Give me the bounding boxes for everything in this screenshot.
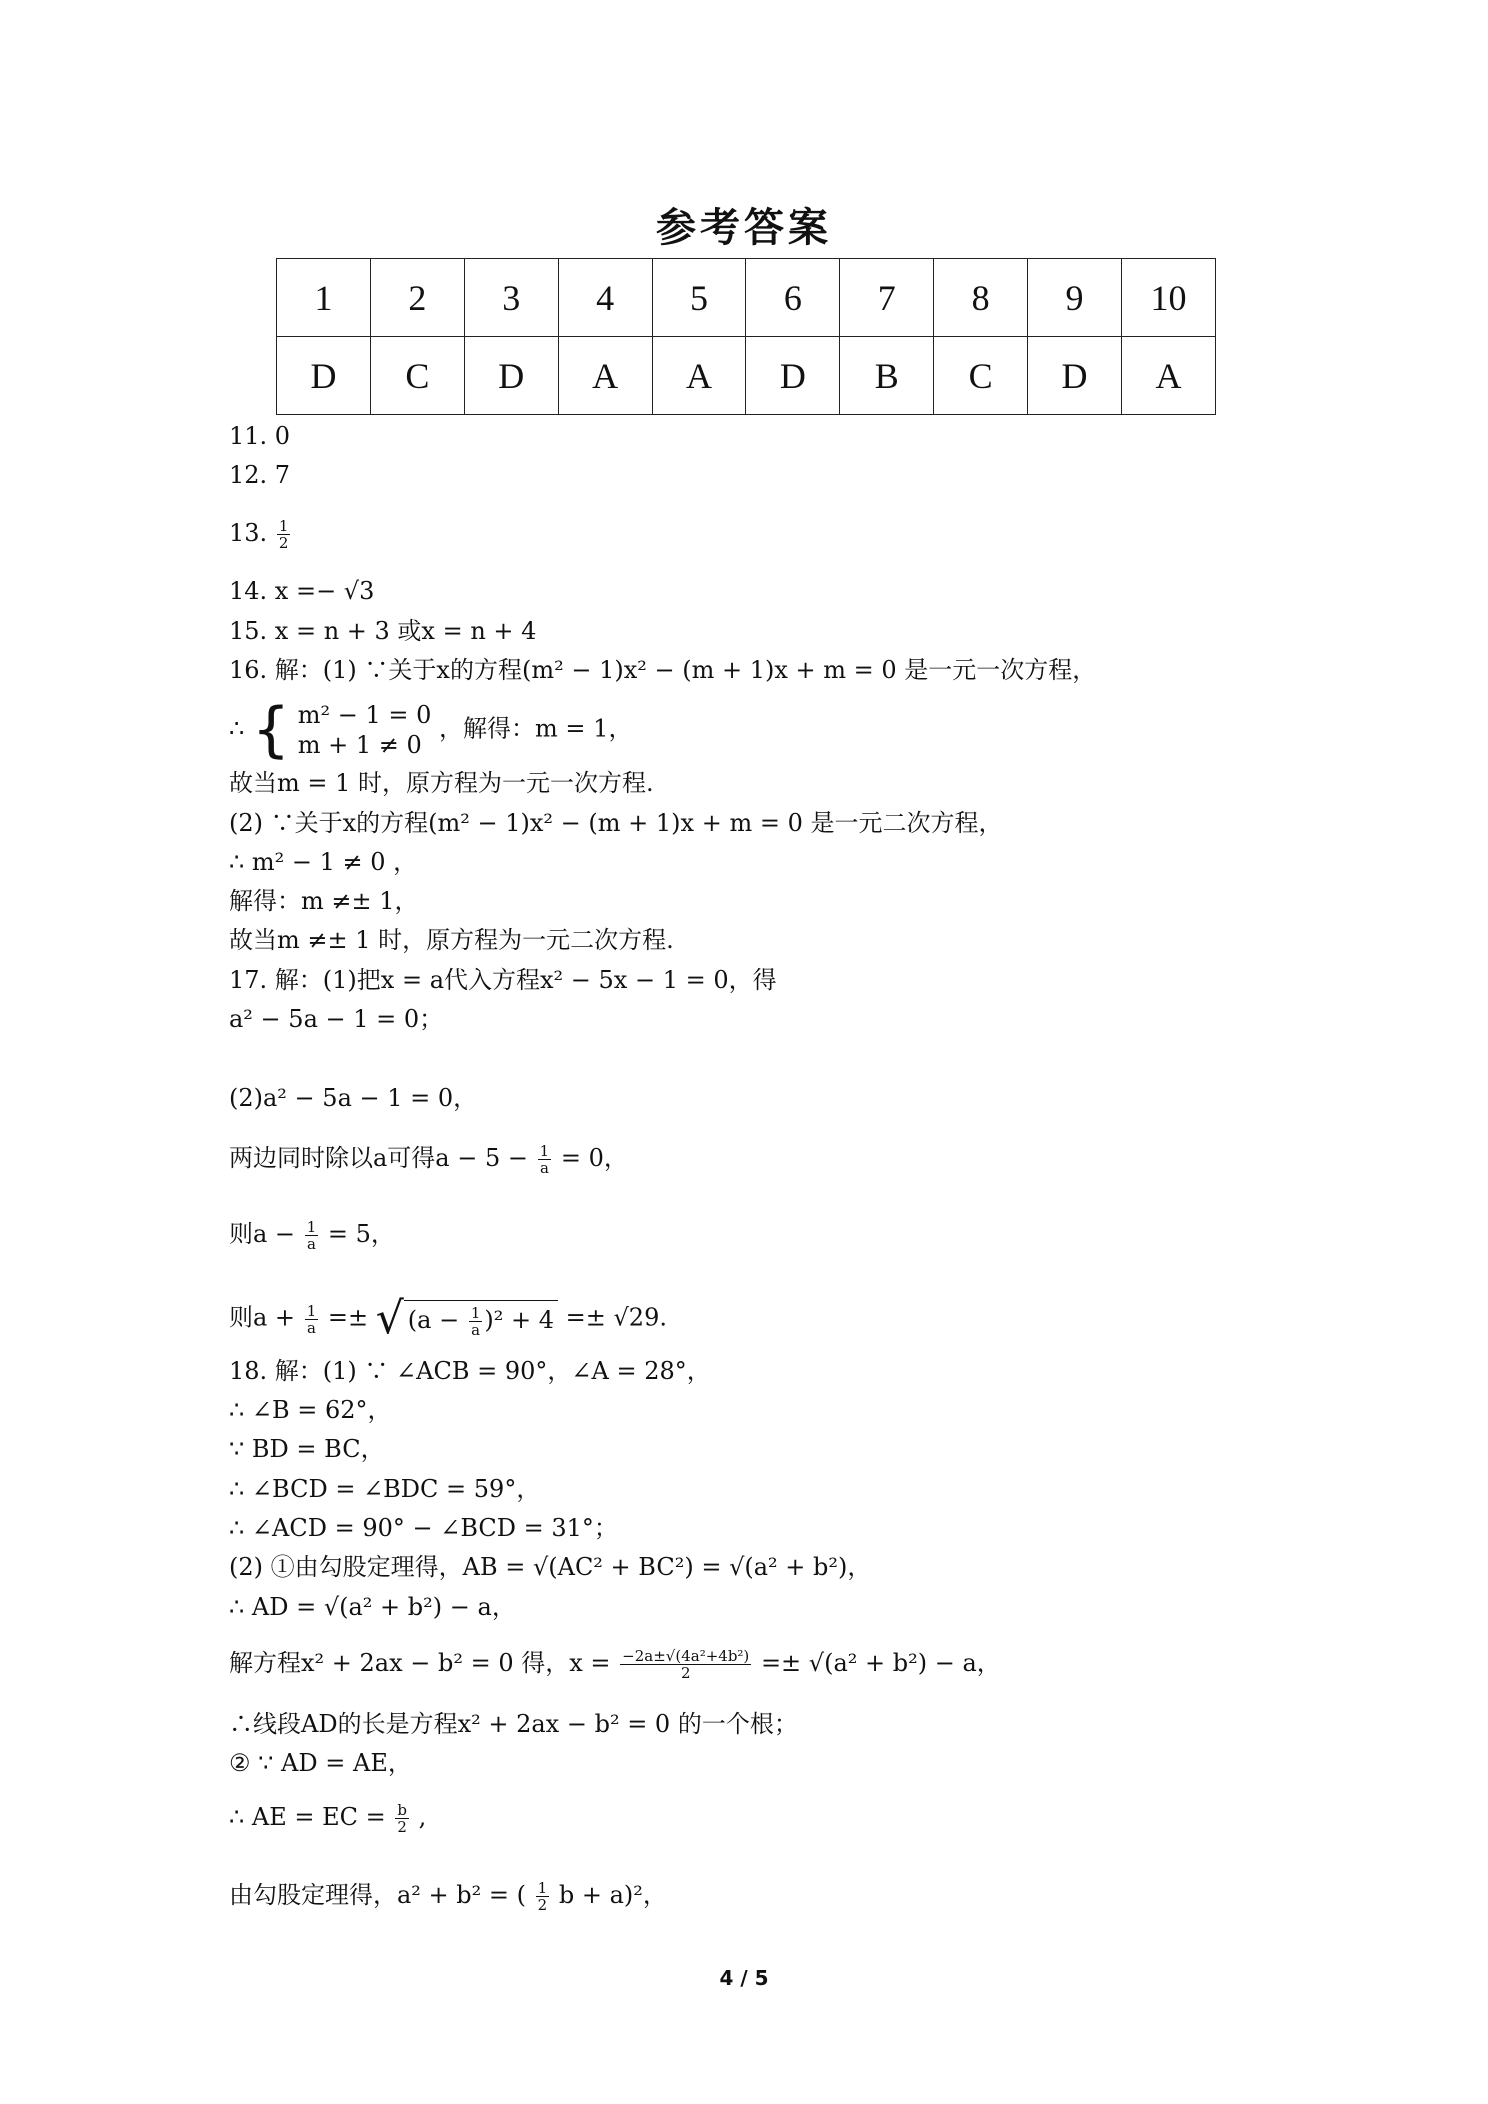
fraction-denominator: 2 xyxy=(680,1664,691,1682)
q16-system-line xyxy=(229,695,633,765)
table-cell: 1 xyxy=(277,259,371,337)
q17-line-4 xyxy=(229,1143,628,1176)
table-cell: 2 xyxy=(370,259,464,337)
fraction xyxy=(538,1143,552,1176)
table-cell: 4 xyxy=(558,259,652,337)
table-cell: C xyxy=(934,337,1028,415)
q17-line-6-tail: =± √29. xyxy=(565,1303,667,1332)
table-cell: 8 xyxy=(934,259,1028,337)
q18-line-12-text: 由勾股定理得，a² + b² = ( xyxy=(229,1881,527,1909)
fraction xyxy=(620,1648,751,1681)
fraction-numerator: 1 xyxy=(537,1879,548,1897)
fraction-denominator: a xyxy=(471,1321,481,1339)
fraction-denominator: 2 xyxy=(537,1896,548,1914)
q18-line-1: 18. 解：(1) ∵ ∠ACB = 90°，∠A = 28°， xyxy=(229,1357,711,1385)
system-eq-1: m² − 1 = 0 xyxy=(297,701,432,729)
fraction xyxy=(395,1802,409,1835)
table-cell: A xyxy=(558,337,652,415)
fraction-denominator: a xyxy=(539,1159,549,1177)
fraction xyxy=(305,1219,319,1252)
table-cell: 5 xyxy=(652,259,746,337)
q18-line-11-tail: , xyxy=(418,1803,427,1831)
q17-line-5-tail: = 5， xyxy=(327,1220,395,1248)
radicand-post: )² + 4 xyxy=(484,1306,555,1334)
fraction-numerator: 1 xyxy=(539,1142,550,1160)
table-cell: 3 xyxy=(464,259,558,337)
fraction-numerator: 1 xyxy=(278,517,289,535)
answer-14: 14. x =− √3 xyxy=(229,577,375,605)
q16-line-5: ∴ m² − 1 ≠ 0 ， xyxy=(229,848,418,876)
q18-line-7: ∴ AD = √(a² + b²) − a， xyxy=(229,1593,516,1621)
q16-solution: ，解得：m = 1， xyxy=(439,714,633,743)
q18-line-10: ② ∵ AD = AE， xyxy=(229,1749,412,1777)
radicand xyxy=(404,1300,558,1338)
q17-line-1: 17. 解：(1)把x = a代入方程x² − 5x − 1 = 0，得 xyxy=(229,966,777,994)
q18-line-6: (2) ①由勾股定理得，AB = √(AC² + BC²) = √(a² + b²)， xyxy=(229,1553,872,1581)
table-cell: A xyxy=(652,337,746,415)
q18-line-8-tail: =± √(a² + b²) − a， xyxy=(760,1649,1001,1677)
q18-line-12 xyxy=(229,1880,667,1913)
q17-line-4-tail: = 0， xyxy=(560,1144,628,1172)
q17-line-6-mid: =± xyxy=(327,1303,369,1332)
brace-icon: { xyxy=(251,695,291,765)
fraction xyxy=(305,1303,319,1336)
q18-line-3: ∵ BD = BC， xyxy=(229,1435,385,1463)
table-row-numbers xyxy=(277,259,1216,337)
q18-line-12-tail: b + a)²， xyxy=(558,1881,667,1909)
fraction-numerator: 1 xyxy=(306,1301,317,1320)
q18-line-8-text: 解方程x² + 2ax − b² = 0 得，x = xyxy=(229,1649,611,1677)
q17-line-2: a² − 5a − 1 = 0； xyxy=(229,1005,444,1033)
fraction xyxy=(277,518,291,551)
answer-13-label: 13. xyxy=(229,519,268,547)
table-cell: D xyxy=(277,337,371,415)
fraction-numerator: −2a±√(4a²+4b²) xyxy=(622,1647,750,1665)
q16-line-4: (2) ∵关于x的方程(m² − 1)x² − (m + 1)x + m = 0 是一元二次方程， xyxy=(229,809,1003,837)
fraction-denominator: a xyxy=(306,1318,316,1337)
answer-13 xyxy=(229,518,292,551)
q17-line-6-text: 则a + xyxy=(229,1303,296,1332)
answer-table xyxy=(276,258,1216,415)
q18-line-11-text: ∴ AE = EC = xyxy=(229,1803,386,1831)
table-cell: 7 xyxy=(840,259,934,337)
table-cell: D xyxy=(464,337,558,415)
fraction-numerator: 1 xyxy=(306,1218,317,1236)
fraction-numerator: 1 xyxy=(470,1304,481,1322)
answer-12: 12. 7 xyxy=(229,461,291,489)
q18-line-4: ∴ ∠BCD = ∠BDC = 59°， xyxy=(229,1475,541,1503)
answer-15: 15. x = n + 3 或x = n + 4 xyxy=(229,617,537,645)
radicand-pre: (a − xyxy=(407,1306,460,1334)
table-row-answers xyxy=(277,337,1216,415)
fraction-denominator: 2 xyxy=(278,534,289,552)
fraction-numerator: b xyxy=(397,1801,407,1819)
fraction xyxy=(536,1880,550,1913)
q17-line-5-text: 则a − xyxy=(229,1220,296,1248)
q18-line-9: ∴线段AD的长是方程x² + 2ax − b² = 0 的一个根； xyxy=(229,1710,798,1738)
equation-system xyxy=(298,700,432,760)
answer-11: 11. 0 xyxy=(229,422,291,450)
fraction-denominator: a xyxy=(306,1235,316,1253)
q18-line-8 xyxy=(229,1648,1001,1681)
q16-line-6: 解得：m ≠± 1， xyxy=(229,887,419,915)
table-cell: C xyxy=(370,337,464,415)
q16-line-7: 故当m ≠± 1 时，原方程为一元二次方程. xyxy=(229,926,674,954)
q17-line-6 xyxy=(229,1293,667,1344)
table-cell: 6 xyxy=(746,259,840,337)
page-title: 参考答案 xyxy=(656,205,832,251)
q17-line-4-text: 两边同时除以a可得a − 5 − xyxy=(229,1144,528,1172)
table-cell: D xyxy=(746,337,840,415)
fraction-denominator: 2 xyxy=(397,1818,407,1836)
table-cell: D xyxy=(1028,337,1122,415)
fraction xyxy=(469,1305,483,1338)
table-cell: A xyxy=(1121,337,1215,415)
system-eq-2: m + 1 ≠ 0 xyxy=(297,731,422,759)
q16-line-1: 16. 解：(1) ∵关于x的方程(m² − 1)x² − (m + 1)x + m = 0 是一元一次方程， xyxy=(229,656,1097,684)
q17-line-3: (2)a² − 5a − 1 = 0， xyxy=(229,1084,478,1112)
q18-line-11 xyxy=(229,1802,426,1835)
therefore-symbol: ∴ xyxy=(229,714,245,743)
radical-icon: √ xyxy=(375,1293,404,1344)
q18-line-5: ∴ ∠ACD = 90° − ∠BCD = 31°； xyxy=(229,1514,618,1542)
table-cell: 9 xyxy=(1028,259,1122,337)
q17-line-5 xyxy=(229,1219,395,1252)
q16-line-3: 故当m = 1 时，原方程为一元一次方程. xyxy=(229,769,654,797)
table-cell: B xyxy=(840,337,934,415)
page-number: 4 / 5 xyxy=(719,1966,769,1990)
q18-line-2: ∴ ∠B = 62°， xyxy=(229,1396,392,1424)
table-cell: 10 xyxy=(1121,259,1215,337)
